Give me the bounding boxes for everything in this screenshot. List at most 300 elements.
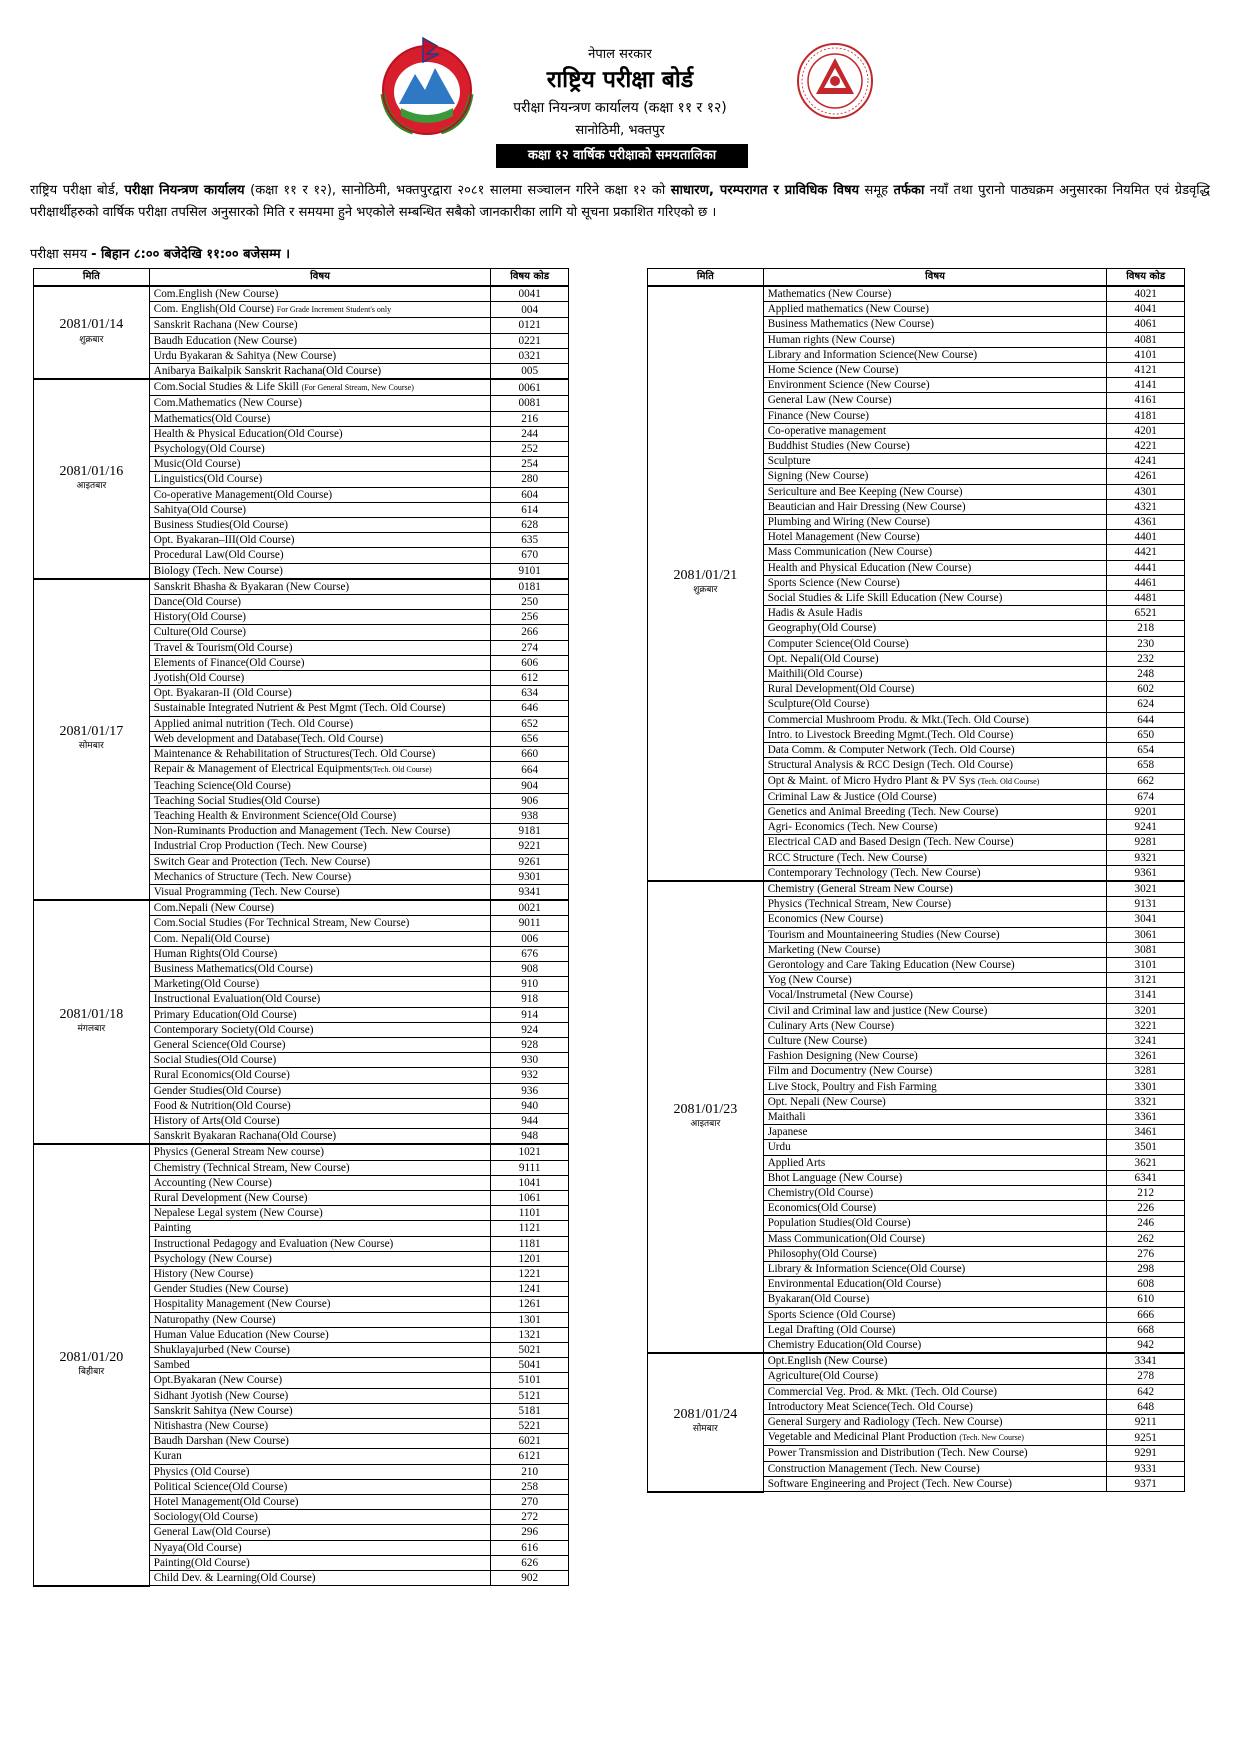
schedule-body-right bbox=[648, 286, 1185, 1492]
subject-cell bbox=[149, 671, 491, 686]
column-header-code: विषय कोड bbox=[1107, 269, 1185, 287]
subject-code: 648 bbox=[1107, 1399, 1185, 1414]
subject-name: Agri- Economics (Tech. New Course) bbox=[767, 821, 938, 834]
subject-code: 266 bbox=[491, 625, 569, 640]
subject-code: 3121 bbox=[1107, 973, 1185, 988]
subject-code: 4261 bbox=[1107, 469, 1185, 484]
column-header-subject: विषय bbox=[763, 269, 1107, 287]
subject-name: History (New Course) bbox=[153, 1268, 254, 1280]
exam-date-cell bbox=[34, 286, 150, 379]
subject-code: 250 bbox=[491, 595, 569, 610]
subject-name: General Law(Old Course) bbox=[153, 1526, 271, 1539]
subject-code: 4121 bbox=[1107, 363, 1185, 378]
subject-code: 3141 bbox=[1107, 988, 1185, 1003]
subject-name: Business Mathematics (New Course) bbox=[767, 318, 934, 331]
subject-name: General Law (New Course) bbox=[767, 394, 892, 407]
subject-cell bbox=[149, 1037, 491, 1052]
subject-name: Structural Analysis & RCC Design (Tech. Old Course) bbox=[767, 759, 1014, 772]
subject-name: Instructional Evaluation(Old Course) bbox=[153, 993, 321, 1006]
subject-cell bbox=[763, 835, 1107, 850]
subject-cell bbox=[763, 393, 1107, 408]
subject-cell bbox=[763, 636, 1107, 651]
subject-name: Gender Studies(Old Course) bbox=[153, 1084, 282, 1097]
subject-name: General Surgery and Radiology (Tech. New Course) bbox=[767, 1416, 1003, 1429]
subject-code: 940 bbox=[491, 1098, 569, 1113]
subject-code: 004 bbox=[491, 302, 569, 318]
subject-code: 3301 bbox=[1107, 1079, 1185, 1094]
subject-name: Food & Nutrition(Old Course) bbox=[153, 1099, 291, 1112]
subject-cell bbox=[149, 1053, 491, 1068]
subject-cell bbox=[763, 1430, 1107, 1446]
subject-code: 646 bbox=[491, 701, 569, 716]
subject-name: Contemporary Society(Old Course) bbox=[153, 1023, 314, 1036]
subject-code: 9331 bbox=[1107, 1461, 1185, 1476]
subject-name: Agriculture(Old Course) bbox=[767, 1370, 878, 1383]
subject-cell bbox=[149, 686, 491, 701]
subject-cell bbox=[763, 988, 1107, 1003]
table-row bbox=[648, 881, 1185, 897]
subject-code: 608 bbox=[1107, 1277, 1185, 1292]
subject-name: Sanskrit Bhasha & Byakaran (New Course) bbox=[153, 580, 350, 593]
subject-name: Beautician and Hair Dressing (New Course) bbox=[767, 500, 966, 513]
subject-cell bbox=[763, 606, 1107, 621]
subject-name: Co-operative management bbox=[767, 424, 887, 437]
subject-code: 674 bbox=[1107, 789, 1185, 804]
subject-cell bbox=[763, 1322, 1107, 1337]
subject-name: Applied animal nutrition (Tech. Old Course) bbox=[153, 717, 354, 730]
subject-cell bbox=[763, 560, 1107, 575]
subject-name: Library & Information Science(Old Course) bbox=[767, 1263, 966, 1275]
subject-code: 1321 bbox=[491, 1327, 569, 1342]
subject-code: 4301 bbox=[1107, 484, 1185, 499]
subject-name: Accounting (New Course) bbox=[153, 1176, 272, 1189]
schedule-title-banner: कक्षा १२ वार्षिक परीक्षाको समयतालिका bbox=[496, 144, 748, 168]
subject-cell bbox=[149, 931, 491, 946]
subject-name: Data Comm. & Computer Network (Tech. Old Course) bbox=[767, 744, 1015, 757]
subject-cell bbox=[763, 484, 1107, 499]
subject-code: 644 bbox=[1107, 712, 1185, 727]
subject-name: Psychology (New Course) bbox=[153, 1252, 272, 1265]
subject-code: 4481 bbox=[1107, 591, 1185, 606]
subject-code: 942 bbox=[1107, 1338, 1185, 1354]
subject-code: 9261 bbox=[491, 854, 569, 869]
subject-code: 9211 bbox=[1107, 1415, 1185, 1430]
subject-name: Chemistry (General Stream New Course) bbox=[767, 882, 953, 895]
subject-cell bbox=[763, 575, 1107, 590]
subject-code: 005 bbox=[491, 364, 569, 380]
subject-name: Teaching Health & Environment Science(Old Course) bbox=[153, 809, 397, 822]
subject-code: 296 bbox=[491, 1525, 569, 1540]
subject-cell bbox=[763, 957, 1107, 972]
subject-cell bbox=[763, 317, 1107, 332]
subject-code: 668 bbox=[1107, 1322, 1185, 1337]
subject-code: 276 bbox=[1107, 1246, 1185, 1261]
subject-cell bbox=[149, 854, 491, 869]
subject-name: Philosophy(Old Course) bbox=[767, 1247, 877, 1260]
subject-name: Culture(Old Course) bbox=[153, 626, 247, 639]
subject-code: 0221 bbox=[491, 333, 569, 348]
subject-name: Human rights (New Course) bbox=[767, 333, 895, 346]
subject-cell bbox=[763, 727, 1107, 742]
subject-code: 908 bbox=[491, 961, 569, 976]
subject-cell bbox=[763, 1446, 1107, 1461]
subject-cell bbox=[149, 379, 491, 396]
subject-name: Painting bbox=[153, 1222, 192, 1235]
subject-cell bbox=[149, 1160, 491, 1175]
subject-code: 616 bbox=[491, 1540, 569, 1555]
subject-cell bbox=[763, 973, 1107, 988]
subject-cell bbox=[149, 1206, 491, 1221]
exam-date: 2081/01/16 bbox=[59, 463, 124, 479]
subject-name: Opt.English (New Course) bbox=[767, 1355, 888, 1368]
subject-name: Yog (New Course) bbox=[767, 974, 852, 987]
subject-name: Biology (Tech. New Course) bbox=[153, 564, 283, 577]
subject-name: History(Old Course) bbox=[153, 611, 247, 624]
subject-note: (For General Stream, New Course) bbox=[301, 383, 414, 393]
subject-code: 4321 bbox=[1107, 499, 1185, 514]
subject-cell bbox=[763, 1369, 1107, 1384]
subject-cell bbox=[763, 530, 1107, 545]
subject-cell bbox=[149, 961, 491, 976]
subject-code: 0041 bbox=[491, 286, 569, 302]
subject-code: 9341 bbox=[491, 884, 569, 900]
subject-cell bbox=[149, 1083, 491, 1098]
subject-code: 5121 bbox=[491, 1388, 569, 1403]
subject-code: 676 bbox=[491, 946, 569, 961]
subject-cell bbox=[149, 579, 491, 595]
subject-code: 0121 bbox=[491, 318, 569, 333]
subject-name: Physics (Old Course) bbox=[153, 1465, 250, 1478]
subject-name: Sanskrit Byakaran Rachana(Old Course) bbox=[153, 1130, 337, 1143]
table-row bbox=[34, 286, 569, 302]
subject-cell bbox=[149, 869, 491, 884]
subject-name: Psychology(Old Course) bbox=[153, 443, 265, 456]
subject-name: Mechanics of Structure (Tech. New Course) bbox=[153, 870, 352, 883]
subject-code: 3041 bbox=[1107, 912, 1185, 927]
subject-name: Sculpture(Old Course) bbox=[767, 698, 870, 711]
subject-code: 3081 bbox=[1107, 942, 1185, 957]
subject-code: 910 bbox=[491, 977, 569, 992]
subject-name: Shuklayajurbed (New Course) bbox=[153, 1344, 290, 1357]
subject-code: 4181 bbox=[1107, 408, 1185, 423]
subject-code: 938 bbox=[491, 808, 569, 823]
subject-code: 272 bbox=[491, 1510, 569, 1525]
subject-code: 9201 bbox=[1107, 804, 1185, 819]
subject-code: 936 bbox=[491, 1083, 569, 1098]
subject-name: Home Science (New Course) bbox=[767, 364, 899, 377]
office-location: सानोठिमी, भक्तपुर bbox=[575, 123, 665, 138]
exam-date-cell bbox=[34, 379, 150, 579]
subject-cell bbox=[763, 850, 1107, 865]
subject-cell bbox=[149, 1113, 491, 1128]
exam-date: 2081/01/24 bbox=[673, 1407, 738, 1423]
notice-paragraph: राष्ट्रिय परीक्षा बोर्ड, परीक्षा नियन्त्रण कार्यालय (कक्षा ११ र १२), सानोठिमी, भक्तपुरद्वारा २०८१ सालमा सञ्चालन गरिने कक्षा १२ को साधारण, परम्परागत र प्राविधिक विषय समूह तर्फका नयाँ तथा पुरानो पाठ्यक्रम अनुसारका नियमित एवं ग्रेडवृद्धि परीक्षार्थीहरुको वार्षिक परीक्षा तपसिल अनुसारको मिति र समयमा हुने भएकोले सम्बन्धित सबैको जानकारीका लागि यो सूचना प्रकाशित गरिएको छ । bbox=[30, 183, 1211, 220]
subject-cell bbox=[763, 1231, 1107, 1246]
subject-cell bbox=[763, 499, 1107, 514]
subject-name: Commercial Veg. Prod. & Mkt. (Tech. Old Course) bbox=[767, 1385, 997, 1398]
subject-code: 244 bbox=[491, 426, 569, 441]
subject-cell bbox=[763, 1277, 1107, 1292]
subject-cell bbox=[763, 1018, 1107, 1033]
subject-cell bbox=[763, 1246, 1107, 1261]
subject-cell bbox=[763, 1033, 1107, 1048]
exam-timing bbox=[30, 244, 290, 262]
subject-name: Rural Economics(Old Course) bbox=[153, 1069, 290, 1082]
subject-note: For Grade Increment Student's only bbox=[276, 305, 392, 315]
subject-code: 9361 bbox=[1107, 865, 1185, 881]
table-header-row bbox=[648, 269, 1185, 287]
subject-name: Maithili(Old Course) bbox=[767, 668, 863, 681]
subject-cell bbox=[149, 839, 491, 854]
subject-name: Industrial Crop Production (Tech. New Course) bbox=[153, 840, 367, 853]
exam-timing-value: - बिहान ८:०० बजेदेखि ११:०० बजेसम्म । bbox=[91, 247, 291, 262]
table-row bbox=[34, 900, 569, 916]
subject-name: Naturopathy (New Course) bbox=[153, 1313, 276, 1326]
subject-code: 4461 bbox=[1107, 575, 1185, 590]
subject-code: 906 bbox=[491, 793, 569, 808]
subject-name: Fashion Designing (New Course) bbox=[767, 1050, 918, 1063]
subject-code: 4081 bbox=[1107, 332, 1185, 347]
subject-name: Hospitality Management (New Course) bbox=[153, 1298, 331, 1311]
subject-name: Opt & Maint. of Micro Hydro Plant & PV Sys bbox=[767, 774, 978, 787]
subject-code: 1221 bbox=[491, 1267, 569, 1282]
subject-cell bbox=[149, 548, 491, 563]
subject-name: Applied Arts bbox=[767, 1156, 826, 1169]
subject-cell bbox=[149, 793, 491, 808]
subject-cell bbox=[763, 1155, 1107, 1170]
subject-cell bbox=[763, 804, 1107, 819]
subject-name: Construction Management (Tech. New Course) bbox=[767, 1462, 980, 1475]
subject-code: 9371 bbox=[1107, 1476, 1185, 1491]
subject-cell bbox=[149, 824, 491, 839]
schedule-table-left bbox=[33, 268, 569, 1587]
subject-cell bbox=[149, 1403, 491, 1418]
subject-cell bbox=[149, 472, 491, 487]
subject-cell bbox=[149, 716, 491, 731]
subject-code: 614 bbox=[491, 502, 569, 517]
table-row bbox=[34, 379, 569, 396]
subject-name: Baudh Education (New Course) bbox=[153, 334, 297, 347]
subject-cell bbox=[763, 1461, 1107, 1476]
exam-date-cell bbox=[648, 1353, 764, 1491]
subject-code: 660 bbox=[491, 747, 569, 762]
subject-code: 4421 bbox=[1107, 545, 1185, 560]
subject-code: 4441 bbox=[1107, 560, 1185, 575]
subject-code: 3341 bbox=[1107, 1353, 1185, 1369]
subject-name: Hotel Management (New Course) bbox=[767, 531, 920, 544]
subject-cell bbox=[149, 1236, 491, 1251]
column-header-date: मिति bbox=[648, 269, 764, 287]
exam-weekday: आइतबार bbox=[690, 1119, 721, 1130]
subject-code: 626 bbox=[491, 1555, 569, 1570]
subject-code: 256 bbox=[491, 610, 569, 625]
subject-name: Teaching Science(Old Course) bbox=[153, 779, 291, 792]
subject-name: Software Engineering and Project (Tech. New Course) bbox=[767, 1477, 1013, 1490]
subject-cell bbox=[763, 1109, 1107, 1124]
subject-code: 932 bbox=[491, 1068, 569, 1083]
subject-code: 0021 bbox=[491, 900, 569, 916]
subject-name: Marketing (New Course) bbox=[767, 943, 881, 956]
subject-cell bbox=[149, 1449, 491, 1464]
subject-cell bbox=[763, 378, 1107, 393]
subject-code: 662 bbox=[1107, 773, 1185, 789]
subject-cell bbox=[149, 625, 491, 640]
exam-weekday: शुक्रबार bbox=[79, 334, 104, 345]
subject-name: Sculpture bbox=[767, 455, 811, 468]
subject-name: Marketing(Old Course) bbox=[153, 978, 260, 991]
subject-name: Maithali bbox=[767, 1110, 806, 1123]
subject-name: Introductory Meat Science(Tech. Old Course) bbox=[767, 1400, 973, 1413]
subject-code: 4361 bbox=[1107, 515, 1185, 530]
subject-name: Elements of Finance(Old Course) bbox=[153, 656, 305, 669]
subject-name: Jyotish(Old Course) bbox=[153, 672, 245, 685]
column-header-code: विषय कोड bbox=[491, 269, 569, 287]
subject-code: 4221 bbox=[1107, 439, 1185, 454]
subject-name: Buddhist Studies (New Course) bbox=[767, 440, 910, 453]
subject-name: Culinary Arts (New Course) bbox=[767, 1019, 895, 1032]
subject-cell bbox=[763, 1094, 1107, 1109]
subject-name: Social Studies(Old Course) bbox=[153, 1054, 277, 1067]
subject-cell bbox=[763, 697, 1107, 712]
subject-name: Environment Science (New Course) bbox=[767, 379, 930, 392]
subject-name: Byakaran(Old Course) bbox=[767, 1293, 870, 1306]
subject-code: 5181 bbox=[491, 1403, 569, 1418]
subject-name: Sambed bbox=[153, 1359, 190, 1372]
subject-name: Sanskrit Rachana (New Course) bbox=[153, 319, 298, 332]
subject-name: Sociology(Old Course) bbox=[153, 1511, 258, 1524]
subject-name: Sericulture and Bee Keeping (New Course) bbox=[767, 485, 963, 498]
table-row bbox=[648, 1353, 1185, 1369]
subject-cell bbox=[149, 348, 491, 363]
subject-code: 3021 bbox=[1107, 881, 1185, 897]
subject-code: 604 bbox=[491, 487, 569, 502]
subject-name: Nepalese Legal system (New Course) bbox=[153, 1207, 323, 1220]
subject-name: Linguistics(Old Course) bbox=[153, 473, 263, 486]
subject-cell bbox=[763, 789, 1107, 804]
subject-name: Health and Physical Education (New Course) bbox=[767, 561, 972, 574]
subject-cell bbox=[149, 1434, 491, 1449]
subject-cell bbox=[763, 1292, 1107, 1307]
subject-cell bbox=[763, 302, 1107, 317]
subject-code: 212 bbox=[1107, 1185, 1185, 1200]
subject-name: Opt. Byakaran–III(Old Course) bbox=[153, 534, 295, 547]
subject-code: 5101 bbox=[491, 1373, 569, 1388]
subject-cell bbox=[149, 1555, 491, 1570]
subject-name: Repair & Management of Electrical Equipments bbox=[153, 763, 371, 776]
subject-code: 1101 bbox=[491, 1206, 569, 1221]
subject-cell bbox=[149, 1007, 491, 1022]
subject-cell bbox=[149, 457, 491, 472]
subject-cell bbox=[763, 1476, 1107, 1491]
subject-code: 4061 bbox=[1107, 317, 1185, 332]
subject-cell bbox=[149, 808, 491, 823]
subject-code: 670 bbox=[491, 548, 569, 563]
subject-code: 9131 bbox=[1107, 897, 1185, 912]
exam-weekday: मंगलबार bbox=[77, 1024, 106, 1035]
schedule-table-right bbox=[647, 268, 1185, 1493]
subject-cell bbox=[763, 942, 1107, 957]
subject-code: 4161 bbox=[1107, 393, 1185, 408]
exam-date-cell bbox=[34, 1144, 150, 1585]
subject-cell bbox=[149, 1373, 491, 1388]
exam-date-cell bbox=[648, 881, 764, 1353]
subject-name: Opt.Byakaran (New Course) bbox=[153, 1374, 283, 1387]
subject-cell bbox=[763, 621, 1107, 636]
subject-name: Economics(Old Course) bbox=[767, 1202, 877, 1215]
subject-name: Economics (New Course) bbox=[767, 913, 884, 926]
subject-name: Commercial Mushroom Produ. & Mkt.(Tech. Old Course) bbox=[767, 713, 1029, 726]
subject-name: Criminal Law & Justice (Old Course) bbox=[767, 790, 937, 803]
subject-name: Power Transmission and Distribution (Tech. New Course) bbox=[767, 1447, 1028, 1460]
subject-name: Procedural Law(Old Course) bbox=[153, 549, 284, 562]
subject-name: Rural Development(Old Course) bbox=[767, 683, 915, 696]
subject-name: Co-operative Management(Old Course) bbox=[153, 488, 333, 501]
subject-cell bbox=[149, 1327, 491, 1342]
subject-cell bbox=[763, 545, 1107, 560]
subject-cell bbox=[149, 364, 491, 380]
column-header-date: मिति bbox=[34, 269, 150, 287]
subject-name: Gerontology and Care Taking Education (New Course) bbox=[767, 958, 1015, 971]
subject-cell bbox=[763, 469, 1107, 484]
subject-cell bbox=[149, 640, 491, 655]
exam-date: 2081/01/20 bbox=[59, 1349, 124, 1365]
subject-cell bbox=[149, 1190, 491, 1205]
subject-code: 4401 bbox=[1107, 530, 1185, 545]
subject-cell bbox=[763, 820, 1107, 835]
subject-cell bbox=[149, 518, 491, 533]
subject-name: RCC Structure (Tech. New Course) bbox=[767, 851, 927, 864]
subject-name: Health & Physical Education(Old Course) bbox=[153, 427, 343, 440]
subject-name: Sports Science (Old Course) bbox=[767, 1308, 896, 1321]
subject-note: (Tech. New Course) bbox=[959, 1433, 1024, 1443]
subject-cell bbox=[149, 992, 491, 1007]
subject-name: Tourism and Mountaineering Studies (New Course) bbox=[767, 928, 1000, 941]
subject-code: 4101 bbox=[1107, 347, 1185, 362]
subject-name: Switch Gear and Protection (Tech. New Course) bbox=[153, 855, 371, 868]
subject-cell bbox=[149, 762, 491, 778]
subject-name: Signing (New Course) bbox=[767, 470, 869, 483]
subject-cell bbox=[763, 1399, 1107, 1414]
subject-code: 252 bbox=[491, 442, 569, 457]
subject-code: 666 bbox=[1107, 1307, 1185, 1322]
subject-name: Baudh Darshan (New Course) bbox=[153, 1435, 289, 1448]
subject-name: Opt. Byakaran-II (Old Course) bbox=[153, 687, 292, 700]
subject-code: 606 bbox=[491, 655, 569, 670]
subject-code: 1301 bbox=[491, 1312, 569, 1327]
subject-cell bbox=[149, 1144, 491, 1160]
subject-code: 642 bbox=[1107, 1384, 1185, 1399]
subject-name: Physics (General Stream New course) bbox=[153, 1146, 324, 1159]
subject-cell bbox=[763, 1338, 1107, 1354]
subject-code: 918 bbox=[491, 992, 569, 1007]
subject-code: 3281 bbox=[1107, 1064, 1185, 1079]
subject-cell bbox=[149, 1022, 491, 1037]
exam-date-cell bbox=[34, 900, 150, 1144]
subject-cell bbox=[763, 1353, 1107, 1369]
subject-cell bbox=[763, 1140, 1107, 1155]
exam-date: 2081/01/14 bbox=[59, 317, 124, 333]
subject-code: 1241 bbox=[491, 1282, 569, 1297]
subject-name: Visual Programming (Tech. New Course) bbox=[153, 885, 340, 898]
subject-cell bbox=[149, 1388, 491, 1403]
table-header-row bbox=[34, 269, 569, 287]
subject-name: Environmental Education(Old Course) bbox=[767, 1278, 942, 1291]
subject-cell bbox=[149, 1267, 491, 1282]
subject-code: 652 bbox=[491, 716, 569, 731]
subject-code: 9251 bbox=[1107, 1430, 1185, 1446]
subject-name: Library and Information Science(New Course) bbox=[767, 348, 978, 361]
subject-name: Urdu Byakaran & Sahitya (New Course) bbox=[153, 349, 337, 362]
